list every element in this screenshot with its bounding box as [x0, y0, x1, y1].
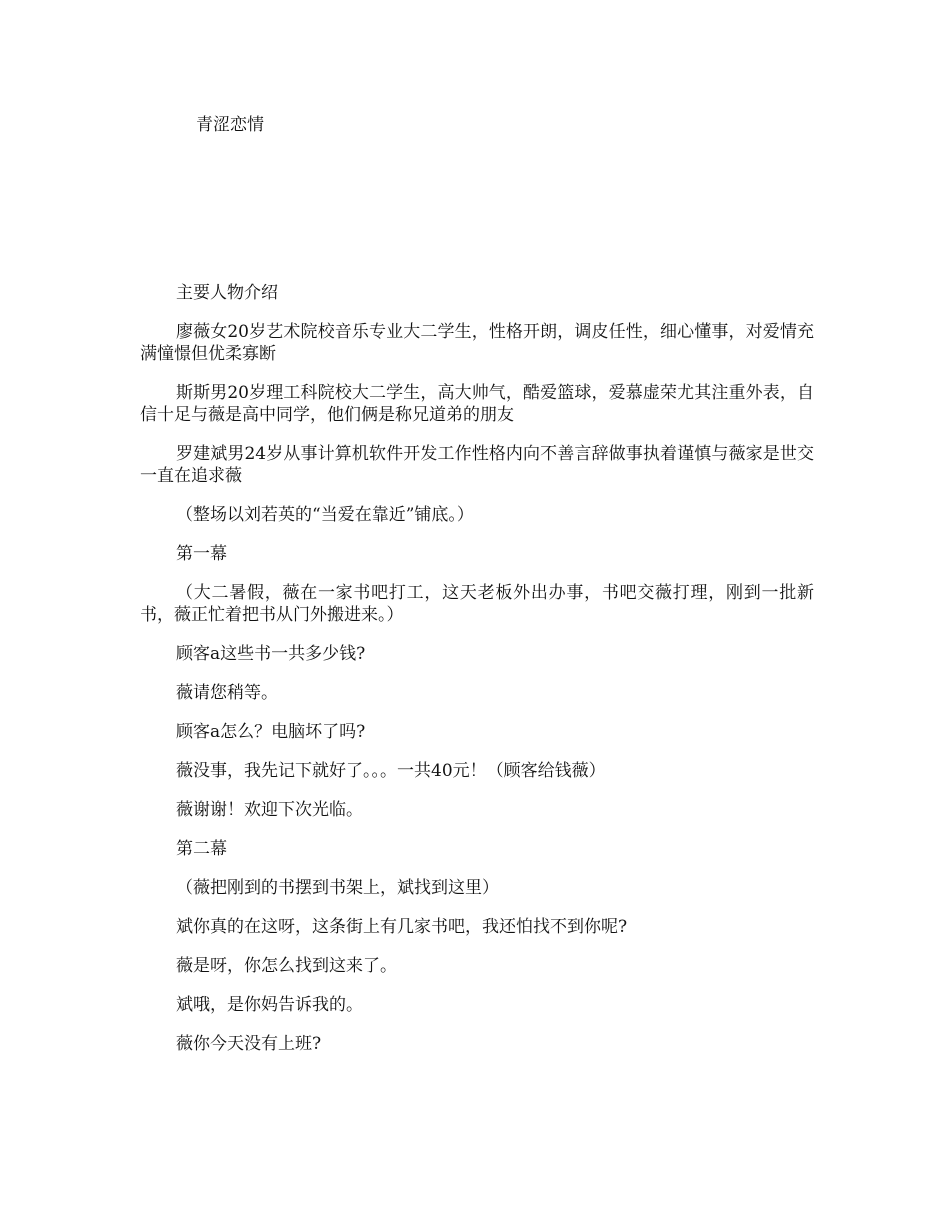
paragraph-cast-heading: 主要人物介绍 [176, 283, 278, 303]
paragraph-dialogue-line: 薇谢谢！欢迎下次光临。 [176, 800, 363, 820]
paragraph-dialogue-line: 薇你今天没有上班? [176, 1034, 322, 1054]
paragraph-dialogue-line: 斌你真的在这呀，这条街上有几家书吧，我还怕找不到你呢? [176, 917, 628, 937]
paragraph-act-one-stage-direction: （大二暑假，薇在一家书吧打工，这天老板外出办事，书吧交薇打理，刚到一批新书，薇正忙着把书从门外搬进来。） [140, 583, 814, 625]
paragraph-music-note: （整场以刘若英的“当爱在靠近”铺底。） [176, 505, 474, 525]
paragraph-dialogue-line: 顾客a怎么？电脑坏了吗? [176, 722, 366, 742]
paragraph-cast-sisi: 斯斯男20岁理工科院校大二学生，高大帅气，酷爱篮球，爱慕虚荣尤其注重外表，自信十足与薇是高中同学，他们俩是称兄道弟的朋友 [140, 383, 814, 425]
paragraph-dialogue-line: 顾客a这些书一共多少钱? [176, 644, 366, 664]
paragraph-act-two-stage-direction: （薇把刚到的书摆到书架上，斌找到这里） [176, 878, 499, 898]
paragraph-cast-liaowei: 廖薇女20岁艺术院校音乐专业大二学生，性格开朗，调皮任性，细心懂事，对爱情充满憧憬但优柔寡断 [140, 322, 814, 364]
paragraph-dialogue-line: 薇请您稍等。 [176, 683, 278, 703]
paragraph-act-two-heading: 第二幕 [176, 839, 227, 859]
paragraph-dialogue-line: 薇没事，我先记下就好了。。。一共40元！（顾客给钱薇） [176, 761, 606, 781]
document-title: 青涩恋情 [196, 115, 264, 135]
paragraph-dialogue-line: 斌哦，是你妈告诉我的。 [176, 995, 363, 1015]
paragraph-act-one-heading: 第一幕 [176, 544, 227, 564]
document-body [140, 282, 814, 1072]
paragraph-dialogue-line: 薇是呀，你怎么找到这来了。 [176, 956, 397, 976]
paragraph-cast-luojianbin: 罗建斌男24岁从事计算机软件开发工作性格内向不善言辞做事执着谨慎与薇家是世交一直在追求薇 [140, 444, 814, 486]
